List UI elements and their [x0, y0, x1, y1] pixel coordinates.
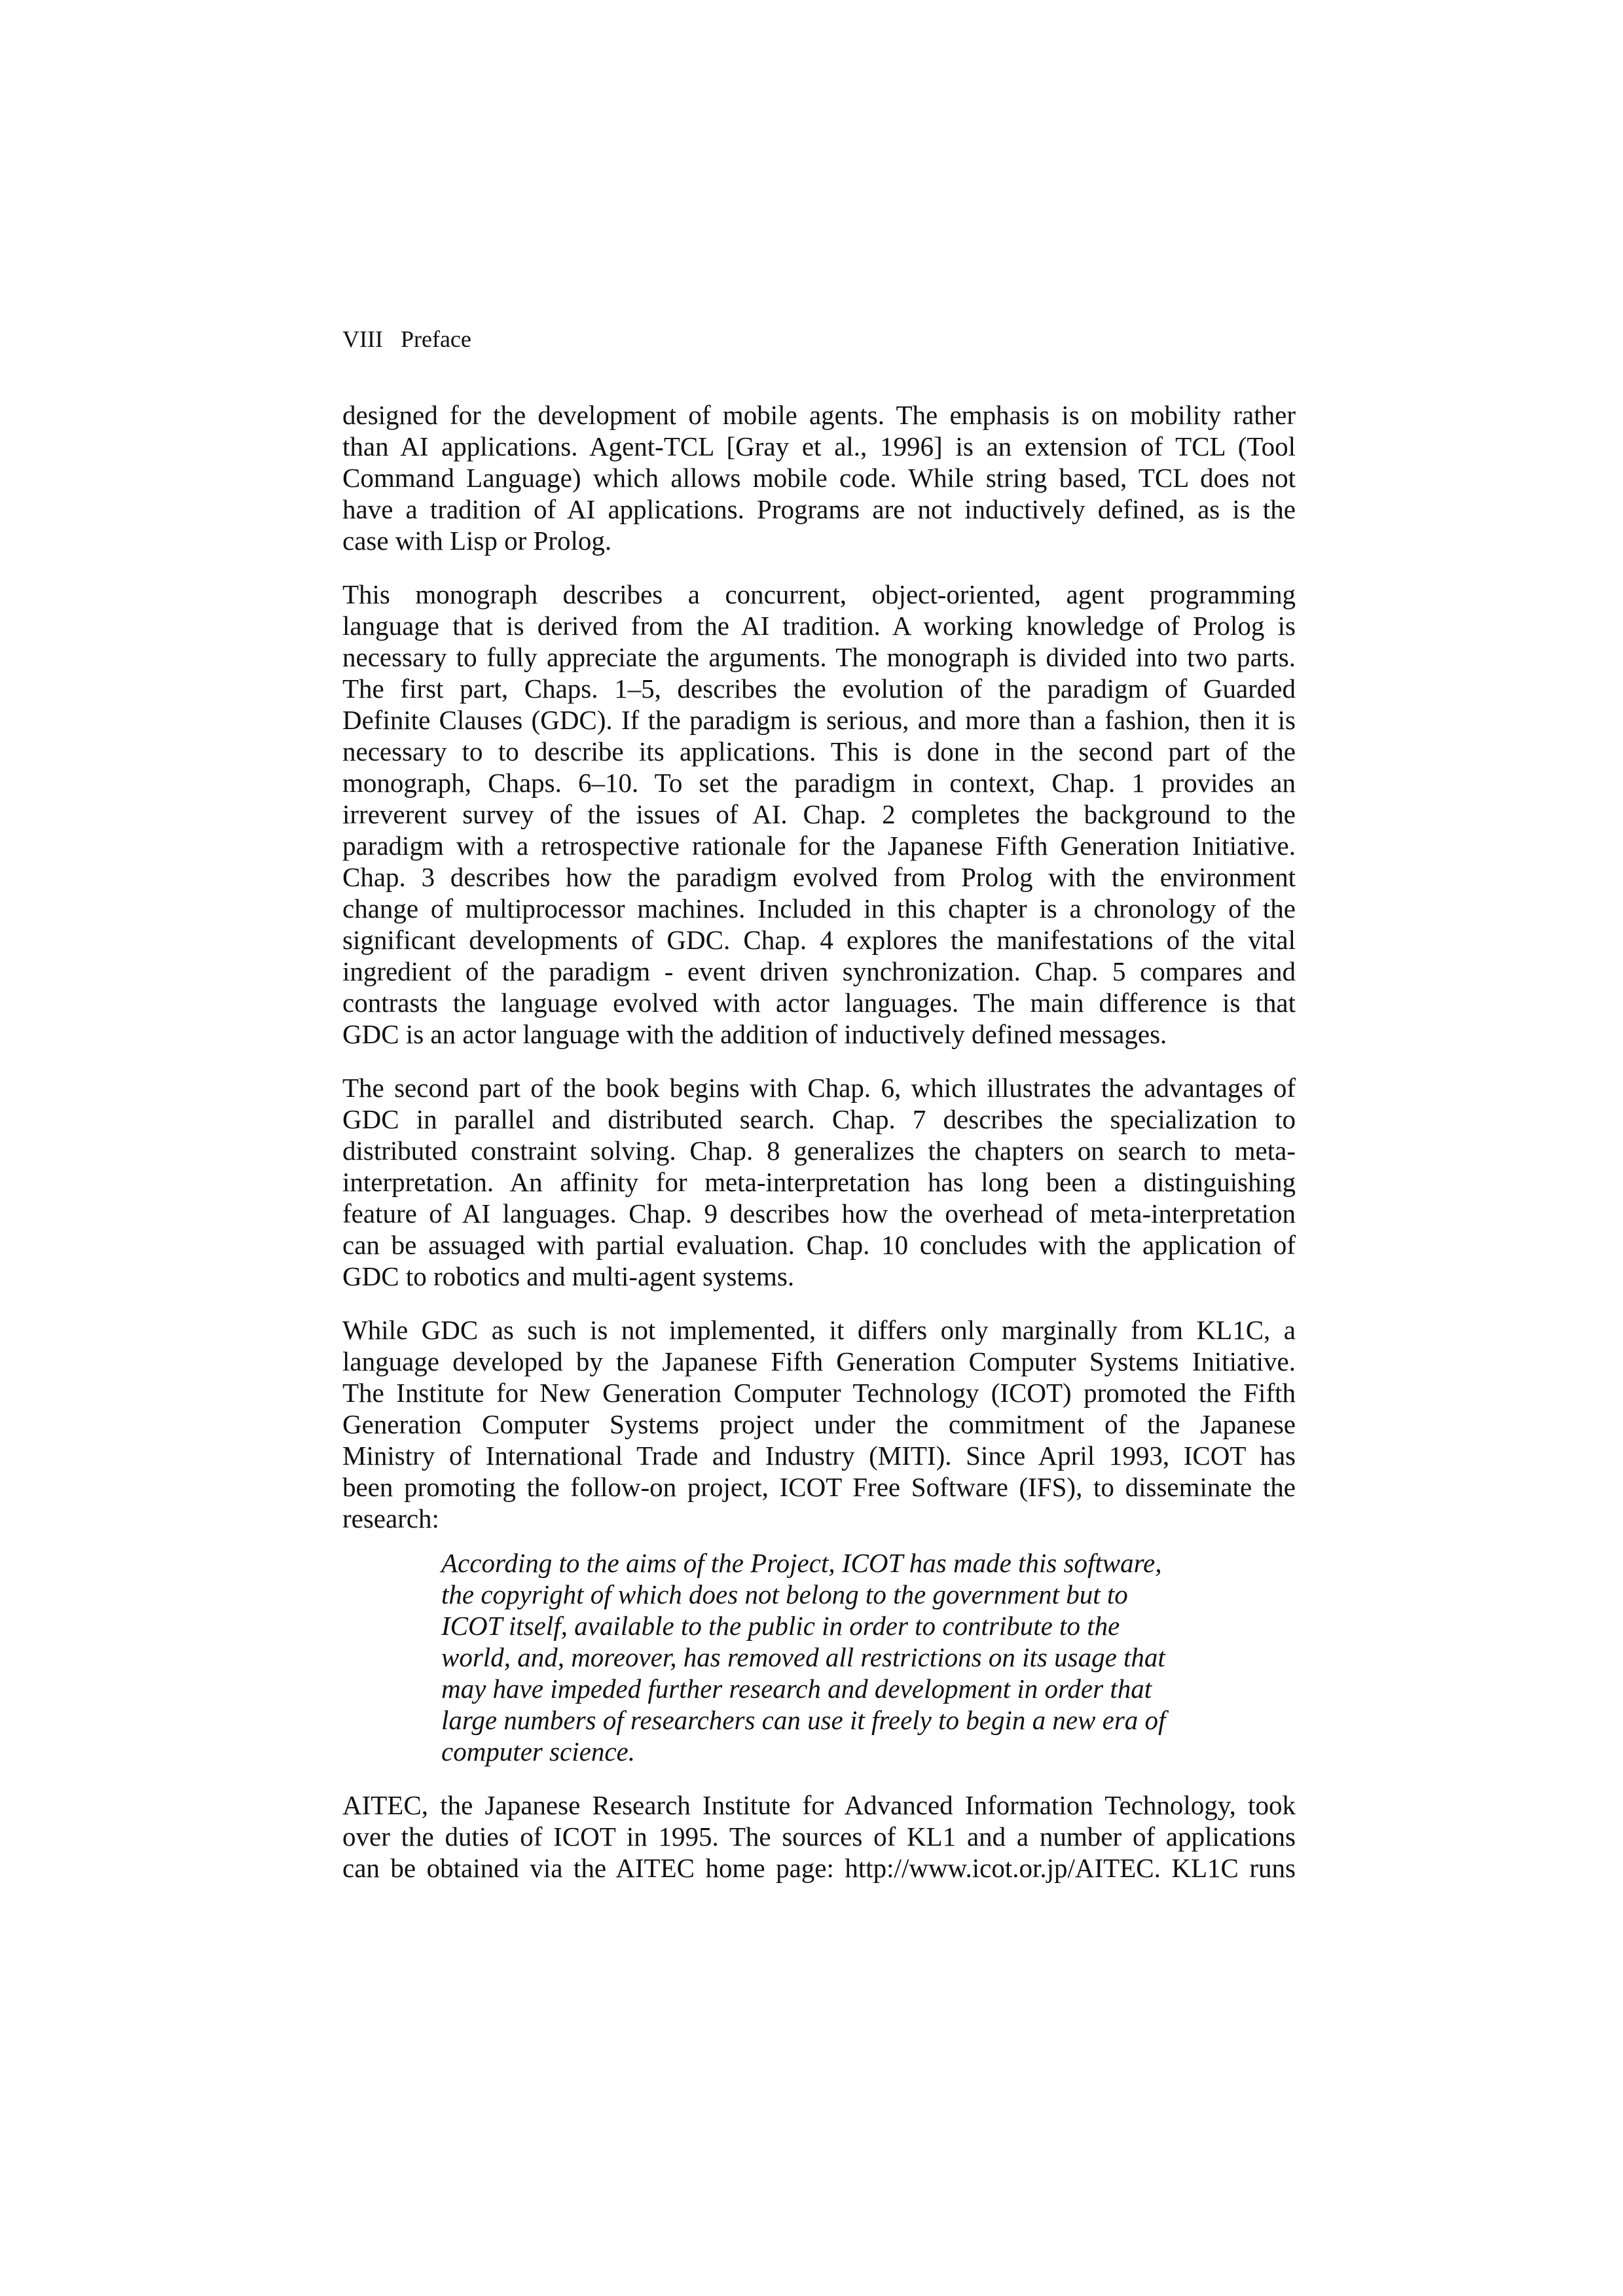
text-line: interpretation. An affinity for meta-interpretation has long been a distinguishing — [342, 1167, 1296, 1197]
text-line: significant developments of GDC. Chap. 4 explores the manifestations of the vital — [342, 925, 1296, 955]
text-line: change of multiprocessor machines. Included in this chapter is a chronology of the — [342, 893, 1296, 924]
quote-line: the copyright of which does not belong to the government but to — [441, 1579, 1128, 1609]
text-line: than AI applications. Agent-TCL [Gray et al., 1996] is an extension of TCL (Tool — [342, 431, 1296, 461]
text-line: can be assuaged with partial evaluation. Chap. 10 concludes with the application of — [342, 1230, 1296, 1260]
text-line: necessary to to describe its applications. This is done in the second part of the — [342, 736, 1296, 766]
text-line: language that is derived from the AI tradition. A working knowledge of Prolog is — [342, 611, 1296, 641]
text-line: ingredient of the paradigm - event driven synchronization. Chap. 5 compares and — [342, 956, 1296, 986]
text-line: GDC is an actor language with the addition of inductively defined messages. — [342, 1019, 1167, 1049]
running-head — [342, 323, 471, 355]
text-line: designed for the development of mobile agents. The emphasis is on mobility rather — [342, 400, 1296, 430]
quote-line: According to the aims of the Project, ICOT has made this software, — [441, 1548, 1162, 1578]
text-line: over the duties of ICOT in 1995. The sources of KL1 and a number of applications — [342, 1821, 1296, 1852]
quote-line: computer science. — [441, 1736, 635, 1767]
text-line: The Institute for New Generation Computer Technology (ICOT) promoted the Fifth — [342, 1378, 1296, 1408]
quote-line: world, and, moreover, has removed all restrictions on its usage that — [441, 1642, 1165, 1672]
page-number: VIII — [342, 326, 383, 352]
section-title: Preface — [400, 326, 471, 352]
text-line: Ministry of International Trade and Industry (MITI). Since April 1993, ICOT has — [342, 1441, 1296, 1471]
text-line: paradigm with a retrospective rationale for the Japanese Fifth Generation Initiative. — [342, 831, 1296, 861]
text-line: Chap. 3 describes how the paradigm evolved from Prolog with the environment — [342, 862, 1296, 892]
text-line: Definite Clauses (GDC). If the paradigm is serious, and more than a fashion, then it is — [342, 705, 1296, 735]
text-line: distributed constraint solving. Chap. 8 generalizes the chapters on search to meta- — [342, 1136, 1296, 1166]
text-line: The second part of the book begins with Chap. 6, which illustrates the advantages of — [342, 1073, 1296, 1103]
text-line: GDC in parallel and distributed search. Chap. 7 describes the specialization to — [342, 1104, 1296, 1134]
quote-line: may have impeded further research and development in order that — [441, 1674, 1152, 1704]
text-line: GDC to robotics and multi-agent systems. — [342, 1261, 795, 1291]
text-line: monograph, Chaps. 6–10. To set the paradigm in context, Chap. 1 provides an — [342, 768, 1296, 798]
paragraph-mobile-agents — [342, 399, 1296, 556]
text-line: This monograph describes a concurrent, object-oriented, agent programming — [342, 579, 1296, 609]
text-line: feature of AI languages. Chap. 9 describes how the overhead of meta-interpretation — [342, 1198, 1296, 1229]
text-line: can be obtained via the AITEC home page: http://www.icot.or.jp/AITEC. KL1C runs — [342, 1853, 1296, 1883]
text-line: Generation Computer Systems project under the commitment of the Japanese — [342, 1409, 1296, 1439]
text-line: language developed by the Japanese Fifth Generation Computer Systems Initiative. — [342, 1346, 1296, 1376]
paragraph-monograph-overview — [342, 579, 1296, 1050]
text-line: necessary to fully appreciate the arguments. The monograph is divided into two parts. — [342, 642, 1296, 672]
text-line: contrasts the language evolved with actor languages. The main difference is that — [342, 988, 1296, 1018]
paragraph-gdc-kl1c — [342, 1314, 1296, 1534]
text-line: case with Lisp or Prolog. — [342, 526, 612, 556]
text-line: been promoting the follow-on project, ICOT Free Software (IFS), to disseminate the — [342, 1472, 1296, 1502]
paragraph-aitec — [342, 1789, 1296, 1884]
text-line: research: — [342, 1503, 439, 1534]
text-line: irreverent survey of the issues of AI. Chap. 2 completes the background to the — [342, 799, 1296, 829]
text-line: Command Language) which allows mobile code. While string based, TCL does not — [342, 463, 1296, 493]
text-line: AITEC, the Japanese Research Institute for Advanced Information Technology, took — [342, 1790, 1296, 1820]
body-text — [342, 399, 1296, 1906]
quote-line: ICOT itself, available to the public in order to contribute to the — [441, 1611, 1120, 1641]
text-line: While GDC as such is not implemented, it differs only marginally from KL1C, a — [342, 1315, 1296, 1345]
paragraph-second-part — [342, 1072, 1296, 1292]
text-line: have a tradition of AI applications. Programs are not inductively defined, as is the — [342, 494, 1296, 524]
icot-quote — [441, 1547, 1166, 1767]
quote-line: large numbers of researchers can use it freely to begin a new era of — [441, 1705, 1166, 1735]
text-line: The first part, Chaps. 1–5, describes the evolution of the paradigm of Guarded — [342, 673, 1296, 704]
